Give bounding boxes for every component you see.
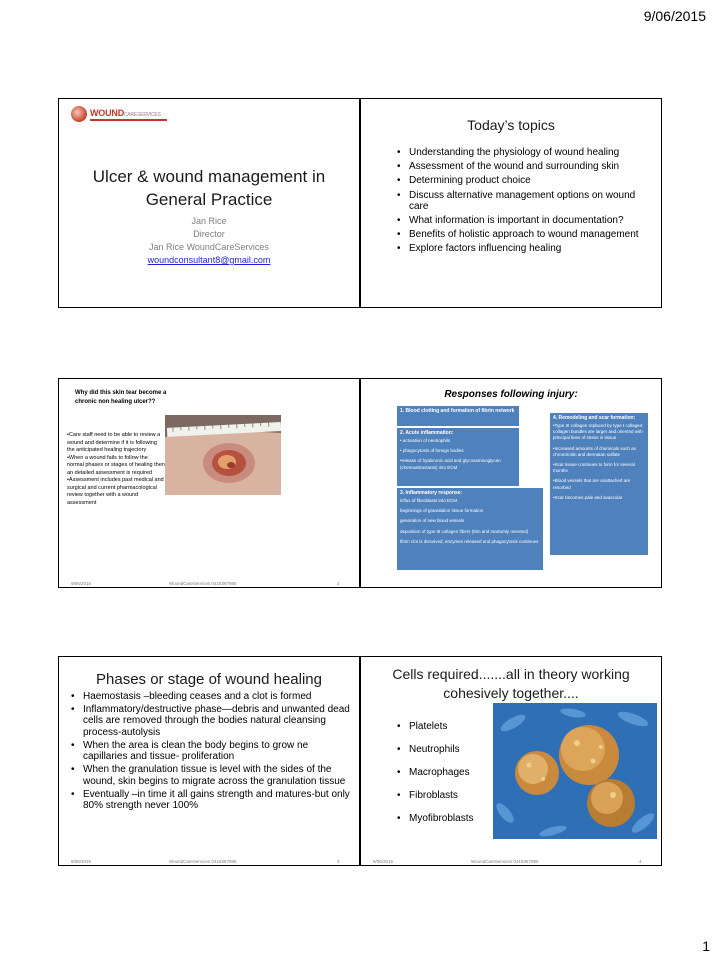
box-heading: 3. Inflammatory response: <box>400 490 463 496</box>
list-item: • Understanding the physiology of wound healing <box>397 147 647 158</box>
list-item: • Myofibroblasts <box>397 813 507 824</box>
box-item: influx of fibroblasts into ECM <box>400 498 458 503</box>
author-email-link[interactable]: woundconsultant8@gmail.com <box>147 255 271 265</box>
box-item: deposition of type III collagen fibers (thin and randomly oriented) <box>400 528 529 534</box>
box-item: • phagocytosis of foreign bodies <box>400 448 464 454</box>
list-item: • When the area is clean the body begins to grow ne capillaries and tissue- proliferation <box>71 740 353 763</box>
slide-topics <box>360 98 662 308</box>
body-paragraph: •Assessment includes past medical and surgical and current pharmacological review together with a wound assessment <box>67 477 164 506</box>
response-box-3 <box>397 488 543 570</box>
response-box-1 <box>397 406 519 426</box>
slide-body <box>67 432 165 507</box>
list-item: • What information is important in documentation? <box>397 215 647 226</box>
wound-photo <box>165 415 281 495</box>
footer-date: 9/06/2015 <box>71 859 92 864</box>
box-item: •Blood vessels that are unattached are resorbed <box>553 478 631 490</box>
slide-title-text: Responses following injury: <box>444 389 578 400</box>
list-item: • Benefits of holistic approach to wound management <box>397 229 647 240</box>
logo-underline <box>90 119 167 121</box>
phases-list <box>71 691 353 813</box>
wound-photo-illustration <box>165 415 281 495</box>
author-role: Director <box>193 229 225 239</box>
micrograph-illustration <box>493 703 657 839</box>
slide-title-text: Phases or stage of wound healing <box>96 671 322 688</box>
presentation-title <box>59 165 359 211</box>
logo-mark-icon <box>71 106 87 122</box>
list-item: • Explore factors influencing healing <box>397 243 647 254</box>
page-number: 1 <box>702 938 710 954</box>
list-item: • Inflammatory/destructive phase—debris and unwanted dead cells are removed through the bodies natural cleansing process-autolysis <box>71 704 353 739</box>
footer-page: 2 <box>337 581 340 586</box>
title-line-1: Cells required.......all in theory working <box>392 666 630 682</box>
box-item: generation of new blood vessels <box>400 518 465 524</box>
list-item: • Eventually –in time it all gains strength and matures-but only 80% strength never 100% <box>71 789 353 812</box>
author-name: Jan Rice <box>191 216 227 226</box>
slide-title-text <box>361 665 661 703</box>
slide-title-text: Today’s topics <box>467 117 555 133</box>
author-block <box>59 215 359 267</box>
slide-responses <box>360 378 662 588</box>
title-line-2: cohesively together.... <box>443 685 579 701</box>
response-box-4 <box>550 413 648 555</box>
box-item: •Increased amounts of chemicals such as chrondroitin and dermatan sulfate <box>553 445 636 457</box>
slide-heading: Why did this skin tear become a chronic non healing ulcer?? <box>75 390 167 405</box>
list-item: • When the granulation tissue is level with the sides of the wound, skin begins to migrate across the granulation tissue <box>71 764 353 787</box>
footer-center: WoundCareServices 0418367985 <box>169 859 237 864</box>
box-item: fibrin clot is dissolved, enzymes released and phagocytosis continues <box>400 538 539 544</box>
list-item: • Platelets <box>397 721 507 732</box>
list-item: • Assessment of the wound and surrounding skin <box>397 161 647 172</box>
woundcare-logo <box>71 105 167 123</box>
list-item: • Determining product choice <box>397 175 647 186</box>
title-line-2: General Practice <box>145 190 273 209</box>
box-item: •Scar tissue continues to form for several months <box>553 462 635 474</box>
footer-page: 3 <box>337 859 340 864</box>
list-item: • Macrophages <box>397 767 507 778</box>
logo-text <box>90 108 161 118</box>
slide-phases <box>58 656 360 866</box>
author-org: Jan Rice WoundCareServices <box>149 242 269 252</box>
footer-date: 9/06/2015 <box>373 859 394 864</box>
topics-list <box>397 147 647 257</box>
box-item: •Scar becomes pale and avascular <box>553 494 623 500</box>
footer-date: 9/06/2015 <box>71 581 92 586</box>
logo-text-accent: CARESERVICES <box>124 112 161 118</box>
box-heading: 2. Acute inflammation: <box>400 430 454 436</box>
body-paragraph: •When a wound fails to follow the normal phases or stages of healing then an detailed assessment is required <box>67 454 165 476</box>
list-item: • Discuss alternative management options on wound care <box>397 190 647 212</box>
box-item: beginnings of granulation tissue formation <box>400 508 484 514</box>
response-box-2 <box>397 428 519 486</box>
slide-skin-tear <box>58 378 360 588</box>
body-paragraph: •Care staff need to be able to review a wound and determine if it is following the anticipated healing trajectory <box>67 432 161 453</box>
slide-cells <box>360 656 662 866</box>
cells-list <box>397 721 507 836</box>
title-line-1: Ulcer & wound management in <box>92 167 326 186</box>
list-item: • Neutrophils <box>397 744 507 755</box>
header-date: 9/06/2015 <box>643 8 706 24</box>
box-heading: 1. Blood clotting and formation of fibrin network <box>400 408 515 414</box>
list-item: • Haemostasis –bleeding ceases and a clot is formed <box>71 691 353 703</box>
box-item: •Type III collagen replaced by type I collagen; collagen bundles are larger and oriented with principal lines of stress in tissue <box>553 423 644 441</box>
slide-title <box>58 98 360 308</box>
list-item: • Fibroblasts <box>397 790 507 801</box>
box-item: •release of hyaluronic acid and glycosaminoglycan (chemoattractants) into ECM <box>400 458 501 470</box>
cells-micrograph <box>493 703 657 839</box>
footer-page: 4 <box>639 859 642 864</box>
box-heading: 4. Remodeling and scar formation: <box>553 415 636 421</box>
logo-text-main: WOUND <box>90 108 124 118</box>
footer-center: WoundCareServices 0418367985 <box>169 581 237 586</box>
footer-center: WoundCareServices 0418367985 <box>471 859 539 864</box>
box-item: • activation of neutrophils <box>400 438 451 443</box>
